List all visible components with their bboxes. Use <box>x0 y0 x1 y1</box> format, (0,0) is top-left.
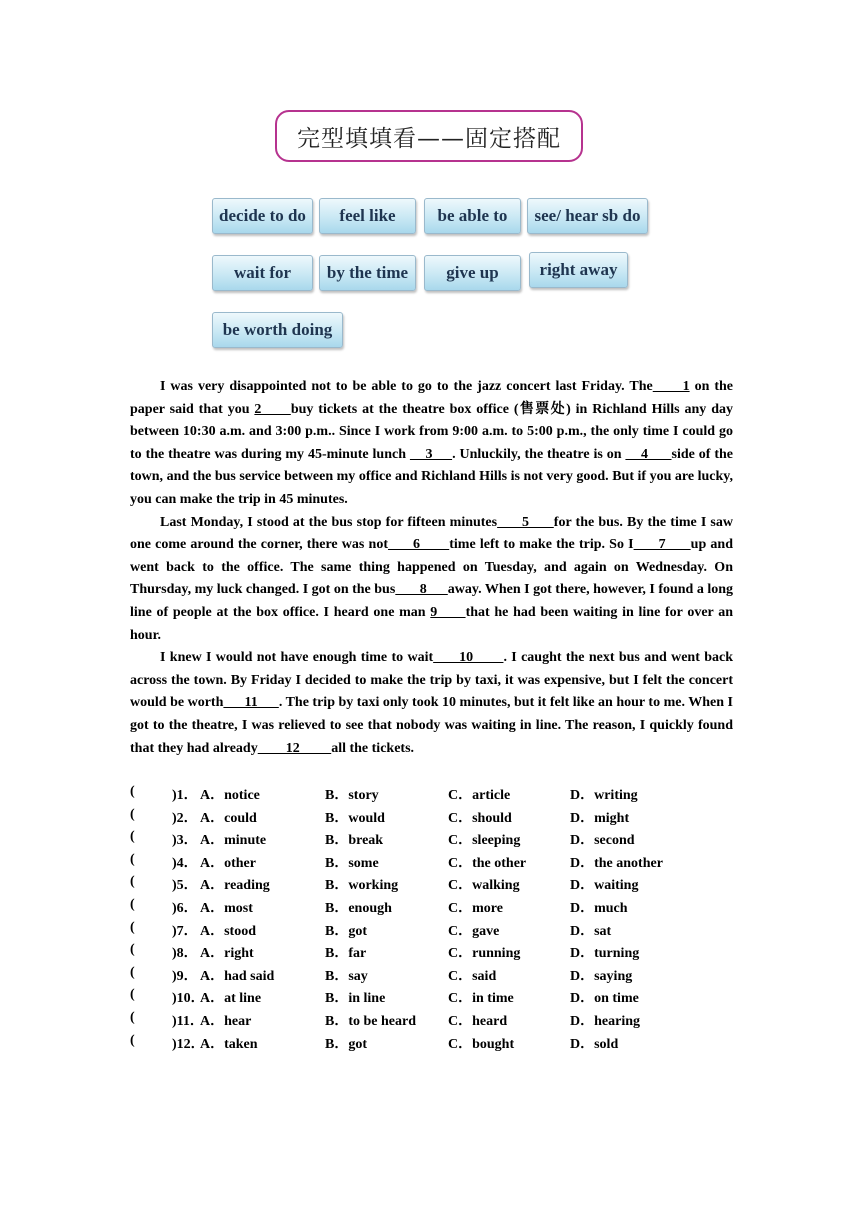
option-b: B．story <box>325 788 379 803</box>
question-number: )5． <box>172 878 198 894</box>
option-c: C．article <box>448 788 511 803</box>
passage-text: away. When I got there, however, I found a long line of people at the box office. I heard one man <box>130 582 734 620</box>
blank-2: 2 <box>254 401 291 417</box>
phrase-box: be able to <box>424 198 521 234</box>
passage-text: . I caught the next bus and went back across the town. By Friday I decided to make the trip by taxi, it was expensive, but I felt the concert would be worth <box>130 650 734 711</box>
answer-paren: ( <box>130 806 135 822</box>
option-a: A．taken <box>200 1036 258 1052</box>
option-c: C．running <box>448 946 521 962</box>
passage-text: time left to make the trip. So I <box>449 537 634 553</box>
paragraph-3 <box>130 647 733 760</box>
answer-paren: ( <box>130 1032 135 1048</box>
option-a: A．most <box>200 900 253 916</box>
option-b: B．far <box>325 946 367 962</box>
question-row <box>130 1030 740 1053</box>
option-d: D．turning <box>570 946 640 962</box>
passage-text: that he had been waiting in line for over an hour. <box>130 604 734 643</box>
passage-text: for the bus. By the time I saw one come around the corner, there was not <box>130 514 733 553</box>
blank-11: 11 <box>223 695 279 711</box>
blank-12: 12 <box>257 740 332 756</box>
question-number: )7． <box>172 923 198 939</box>
question-row <box>130 804 740 827</box>
blank-3: 3 <box>409 446 453 462</box>
option-b: B．enough <box>325 900 392 916</box>
phrase-box: give up <box>424 255 521 291</box>
blank-5: 5 <box>497 514 554 530</box>
question-number: )3． <box>172 833 198 849</box>
answer-paren: ( <box>130 919 135 935</box>
question-row <box>130 849 740 872</box>
option-a: A．hear <box>200 1013 252 1029</box>
question-number: )12． <box>172 1036 205 1052</box>
question-row <box>130 962 740 985</box>
question-row <box>130 826 740 849</box>
phrase-box: be worth doing <box>212 312 343 348</box>
question-number: )9． <box>172 968 198 984</box>
answer-paren: ( <box>130 1009 135 1025</box>
passage-text: on the paper said that you <box>130 379 733 417</box>
answer-paren: ( <box>130 964 135 980</box>
passage-text: side of the town, and the bus service between my office and Richland Hills is not very good. But if you are lucky, you can make the trip in 45 minutes. <box>130 446 733 507</box>
option-c: C．said <box>448 968 497 984</box>
option-d: D．waiting <box>570 878 639 894</box>
question-number: )6． <box>172 900 198 916</box>
question-number: )8． <box>172 946 198 962</box>
option-b: B．got <box>325 1036 367 1052</box>
option-d: D．sold <box>570 1036 619 1052</box>
option-a: A．at line <box>200 991 262 1007</box>
worksheet-title: 完型填填看——固定搭配 <box>275 110 583 162</box>
option-a: A．could <box>200 810 257 826</box>
option-c: C．in time <box>448 991 514 1007</box>
option-c: C．bought <box>448 1036 515 1052</box>
option-a: A．reading <box>200 878 270 894</box>
option-c: C．walking <box>448 878 520 894</box>
passage-text: I knew I would not have enough time to wait <box>160 650 434 666</box>
option-a: A．minute <box>200 833 267 849</box>
blank-6: 6 <box>387 537 450 553</box>
blank-8: 8 <box>395 582 448 598</box>
answer-paren: ( <box>130 942 135 958</box>
phrase-box: by the time <box>319 255 416 291</box>
question-row <box>130 871 740 894</box>
blank-7: 7 <box>633 537 691 553</box>
option-d: D．much <box>570 900 628 916</box>
question-number: )1． <box>172 788 198 803</box>
passage-text: up and went back to the office. The same thing happened on Tuesday, and again on Wednesday. On Thursday, my luck changed. I got on the bus <box>130 537 733 598</box>
question-number: )10． <box>172 991 205 1007</box>
option-c: C．the other <box>448 855 527 871</box>
question-row <box>130 984 740 1007</box>
option-c: C．should <box>448 810 512 826</box>
paragraph-2 <box>130 512 733 648</box>
option-a: A．notice <box>200 788 260 803</box>
blank-4: 4 <box>625 446 672 462</box>
option-b: B．working <box>325 878 399 894</box>
option-d: D．writing <box>570 788 638 803</box>
phrase-box: right away <box>529 252 628 288</box>
answer-paren: ( <box>130 896 135 912</box>
option-a: A．had said <box>200 968 275 984</box>
answer-paren: ( <box>130 987 135 1003</box>
question-number: )2． <box>172 810 198 826</box>
option-c: C．heard <box>448 1013 508 1029</box>
question-row <box>130 1007 740 1030</box>
option-a: A．stood <box>200 923 257 939</box>
option-b: B．some <box>325 855 379 871</box>
option-b: B．break <box>325 833 384 849</box>
passage-text: . Unluckily, the theatre is on <box>452 446 626 462</box>
question-row <box>130 894 740 917</box>
passage-text: Last Monday, I stood at the bus stop for fifteen minutes <box>160 514 498 530</box>
option-c: C．more <box>448 900 503 916</box>
option-d: D．sat <box>570 923 612 939</box>
option-a: A．right <box>200 946 254 962</box>
option-b: B．got <box>325 923 367 939</box>
passage-text: . The trip by taxi only took 10 minutes, but it felt like an hour to me. When I got to the theatre, I was relieved to see that nobody was waiting in line. The reason, I quickly found that they had already <box>130 695 733 756</box>
blank-9: 9 <box>430 604 466 620</box>
answer-paren: ( <box>130 874 135 890</box>
option-b: B．in line <box>325 991 386 1007</box>
option-b: B．would <box>325 810 385 826</box>
option-c: C．gave <box>448 923 500 939</box>
question-row <box>130 781 740 804</box>
phrase-box: see/ hear sb do <box>527 198 648 234</box>
phrase-box: feel like <box>319 198 416 234</box>
answer-paren: ( <box>130 851 135 867</box>
blank-1: 1 <box>652 379 690 394</box>
phrase-box: wait for <box>212 255 313 291</box>
question-number: )11． <box>172 1013 204 1029</box>
question-list <box>130 781 740 1052</box>
option-d: D．saying <box>570 968 633 984</box>
option-d: D．might <box>570 810 630 826</box>
option-c: C．sleeping <box>448 833 521 849</box>
option-d: D．second <box>570 833 635 849</box>
answer-paren: ( <box>130 784 135 799</box>
passage-text: buy tickets at the theatre box office (售票处) in Richland Hills any day between 10:30 a.m. and 3:00 p.m.. Since I work from 9:00 a.m. to 5:00 p.m., the only time I could go to the theatre was during my 45-minute lunch <box>130 401 733 462</box>
passage-text: all the tickets. <box>331 740 415 756</box>
option-b: B．to be heard <box>325 1013 416 1029</box>
option-a: A．other <box>200 855 256 871</box>
phrase-box: decide to do <box>212 198 313 234</box>
blank-10: 10 <box>433 650 504 666</box>
option-d: D．hearing <box>570 1013 640 1029</box>
question-row <box>130 939 740 962</box>
reading-passage <box>130 376 733 760</box>
passage-text: I was very disappointed not to be able to go to the jazz concert last Friday. The <box>160 379 653 394</box>
question-number: )4． <box>172 855 198 871</box>
option-b: B．say <box>325 968 368 984</box>
paragraph-1 <box>130 376 733 512</box>
option-d: D．on time <box>570 991 639 1007</box>
option-d: D．the another <box>570 855 663 871</box>
answer-paren: ( <box>130 829 135 845</box>
question-row <box>130 917 740 940</box>
